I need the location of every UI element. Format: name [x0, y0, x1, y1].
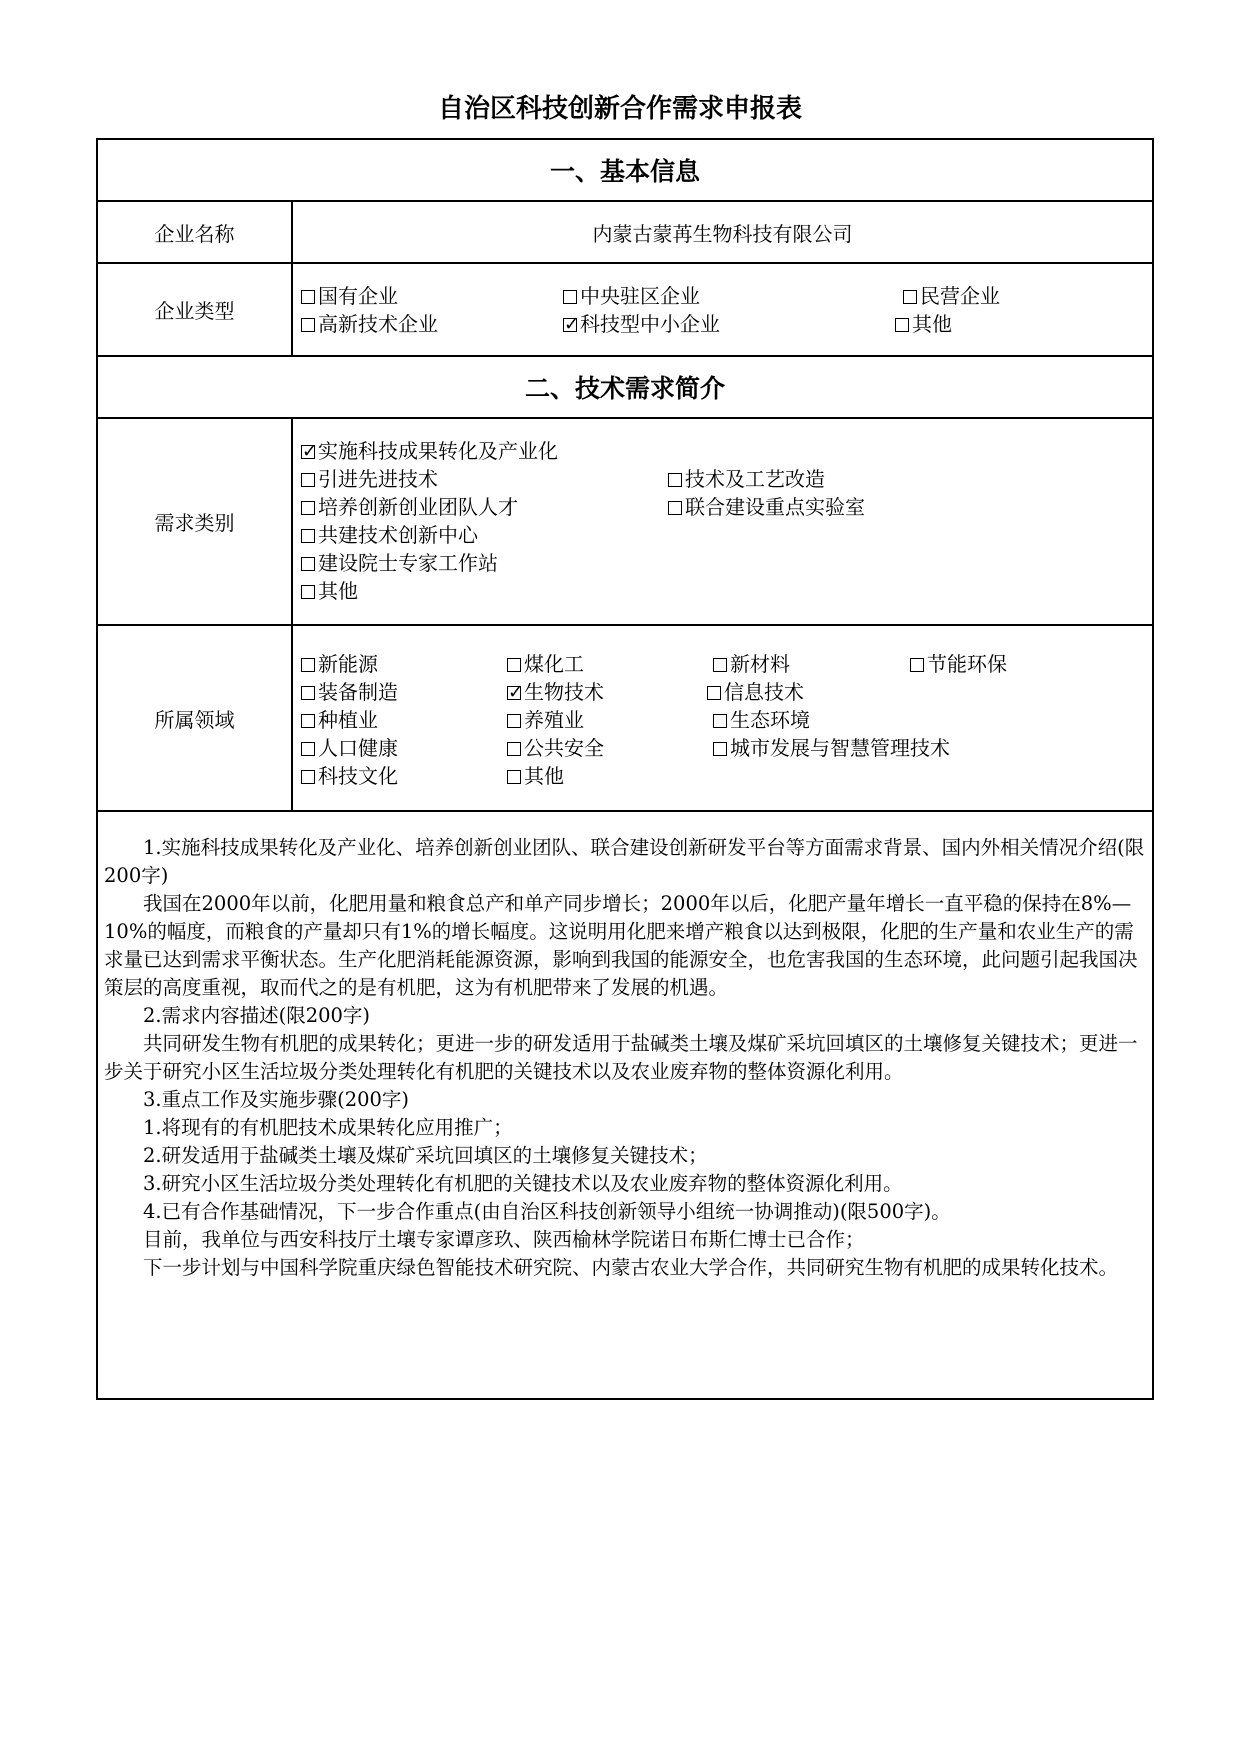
- demand-category-option[interactable]: [301, 577, 358, 605]
- checkbox-icon[interactable]: [507, 770, 521, 784]
- checkbox-icon[interactable]: [668, 501, 682, 515]
- option-label: 节能环保: [927, 652, 1007, 676]
- field-option[interactable]: [507, 734, 604, 762]
- checkbox-icon[interactable]: [301, 742, 315, 756]
- option-label: 人口健康: [318, 736, 398, 760]
- field-option[interactable]: [910, 650, 1007, 678]
- checkbox-icon[interactable]: [507, 658, 521, 672]
- checkbox-icon[interactable]: [707, 686, 721, 700]
- demand-category-options: [293, 419, 1152, 624]
- details-text[interactable]: [104, 834, 1146, 1282]
- field-row: [98, 626, 1152, 812]
- option-label: 城市发展与智慧管理技术: [730, 736, 950, 760]
- field-option[interactable]: [301, 734, 398, 762]
- field-option[interactable]: [507, 706, 584, 734]
- demand-category-option[interactable]: [301, 437, 558, 465]
- checkbox-icon[interactable]: [895, 318, 909, 332]
- checkbox-icon[interactable]: [713, 742, 727, 756]
- checkbox-icon[interactable]: [301, 686, 315, 700]
- company-type-option[interactable]: [563, 282, 700, 310]
- option-label: 实施科技成果转化及产业化: [318, 439, 558, 463]
- checkbox-checked-icon[interactable]: [563, 318, 577, 332]
- checkbox-icon[interactable]: [668, 473, 682, 487]
- option-label: 种植业: [318, 708, 378, 732]
- checkbox-icon[interactable]: [301, 290, 315, 304]
- details-answer: 2.研发适用于盐碱类土壤及煤矿采坑回填区的土壤修复关键技术；: [143, 1144, 708, 1167]
- application-form-table: [96, 138, 1154, 1400]
- field-option[interactable]: [713, 706, 810, 734]
- company-type-option[interactable]: [903, 282, 1000, 310]
- field-option[interactable]: [507, 678, 604, 706]
- company-type-option[interactable]: [563, 310, 720, 338]
- option-label: 公共安全: [524, 736, 604, 760]
- demand-category-label: 需求类别: [98, 419, 293, 624]
- company-name-label: 企业名称: [98, 202, 293, 262]
- option-label: 煤化工: [524, 652, 584, 676]
- option-label: 生物技术: [524, 680, 604, 704]
- section-basic-info-heading: 一、基本信息: [98, 140, 1152, 202]
- details-question: 1.实施科技成果转化及产业化、培养创新创业团队、联合建设创新研发平台等方面需求背景、国内外相关情况介绍(限200字): [104, 836, 1145, 887]
- checkbox-icon[interactable]: [903, 290, 917, 304]
- checkbox-checked-icon[interactable]: [507, 686, 521, 700]
- field-option[interactable]: [301, 762, 398, 790]
- company-type-option[interactable]: [301, 282, 398, 310]
- demand-category-option[interactable]: [301, 549, 498, 577]
- field-options: [293, 626, 1152, 810]
- field-option[interactable]: [713, 734, 950, 762]
- option-label: 科技文化: [318, 764, 398, 788]
- checkbox-icon[interactable]: [507, 742, 521, 756]
- checkbox-icon[interactable]: [301, 770, 315, 784]
- demand-category-option[interactable]: [668, 493, 865, 521]
- company-type-option[interactable]: [895, 310, 952, 338]
- demand-category-option[interactable]: [668, 465, 825, 493]
- checkbox-icon[interactable]: [301, 658, 315, 672]
- option-label: 新材料: [730, 652, 790, 676]
- option-label: 信息技术: [724, 680, 804, 704]
- option-label: 建设院士专家工作站: [318, 551, 498, 575]
- demand-category-row: [98, 419, 1152, 626]
- option-label: 养殖业: [524, 708, 584, 732]
- company-type-options: [293, 264, 1152, 355]
- details-answer: 共同研发生物有机肥的成果转化；更进一步的研发适用于盐碱类土壤及煤矿采坑回填区的土壤修复关键技术；更进一步关于研究小区生活垃圾分类处理转化有机肥的关键技术以及农业废弃物的整体资源化利用。: [104, 1032, 1138, 1083]
- checkbox-icon[interactable]: [301, 501, 315, 515]
- option-label: 中央驻区企业: [580, 284, 700, 308]
- details-question: 2.需求内容描述(限200字): [143, 1004, 371, 1027]
- checkbox-icon[interactable]: [301, 557, 315, 571]
- field-option[interactable]: [301, 678, 398, 706]
- checkbox-icon[interactable]: [301, 585, 315, 599]
- field-option[interactable]: [507, 650, 584, 678]
- checkbox-icon[interactable]: [301, 529, 315, 543]
- details-answer: 我国在2000年以前，化肥用量和粮食总产和单产同步增长；2000年以后，化肥产量年增长一直平稳的保持在8%—10%的幅度，而粮食的产量却只有1%的增长幅度。这说明用化肥来增产粮食以达到极限，化肥的生产量和农业生产的需求量已达到需求平衡状态。生产化肥消耗能源资源，影响到我国的能源安全，也危害我国的生态环境，此问题引起我国决策层的高度重视，取而代之的是有机肥，这为有机肥带来了发展的机遇。: [104, 892, 1138, 999]
- option-label: 共建技术创新中心: [318, 523, 478, 547]
- option-label: 技术及工艺改造: [685, 467, 825, 491]
- company-name-value[interactable]: 内蒙古蒙苒生物科技有限公司: [592, 221, 853, 246]
- option-label: 国有企业: [318, 284, 398, 308]
- field-option[interactable]: [713, 650, 790, 678]
- demand-category-option[interactable]: [301, 521, 478, 549]
- demand-category-option[interactable]: [301, 465, 438, 493]
- option-label: 高新技术企业: [318, 312, 438, 336]
- checkbox-icon[interactable]: [563, 290, 577, 304]
- field-option[interactable]: [707, 678, 804, 706]
- company-name-row: [98, 202, 1152, 264]
- field-option[interactable]: [301, 706, 378, 734]
- document-title: 自治区科技创新合作需求申报表: [437, 94, 802, 124]
- option-label: 其他: [524, 764, 564, 788]
- details-question: 4.已有合作基础情况，下一步合作重点(由自治区科技创新领导小组统一协调推动)(限500字)。: [143, 1200, 951, 1223]
- option-label: 其他: [912, 312, 952, 336]
- field-option[interactable]: [301, 650, 378, 678]
- details-answer: 目前，我单位与西安科技厅土壤专家谭彦玖、陕西榆林学院诺日布斯仁博士已合作；: [143, 1228, 865, 1251]
- option-label: 其他: [318, 579, 358, 603]
- option-label: 装备制造: [318, 680, 398, 704]
- checkbox-icon[interactable]: [713, 714, 727, 728]
- company-type-option[interactable]: [301, 310, 438, 338]
- option-label: 培养创新创业团队人才: [318, 495, 518, 519]
- checkbox-icon[interactable]: [910, 658, 924, 672]
- checkbox-icon[interactable]: [301, 318, 315, 332]
- option-label: 引进先进技术: [318, 467, 438, 491]
- option-label: 民营企业: [920, 284, 1000, 308]
- option-label: 生态环境: [730, 708, 810, 732]
- option-label: 联合建设重点实验室: [685, 495, 865, 519]
- details-answer: 下一步计划与中国科学院重庆绿色智能技术研究院、内蒙古农业大学合作，共同研究生物有机肥的成果转化技术。: [143, 1256, 1119, 1279]
- field-option[interactable]: [507, 762, 564, 790]
- company-type-row: [98, 264, 1152, 357]
- details-cell: [98, 812, 1152, 1398]
- company-type-label: 企业类型: [98, 264, 293, 355]
- checkbox-checked-icon[interactable]: [301, 445, 315, 459]
- option-label: 科技型中小企业: [580, 312, 720, 336]
- details-answer: 3.研究小区生活垃圾分类处理转化有机肥的关键技术以及农业废弃物的整体资源化利用。: [143, 1172, 903, 1195]
- option-label: 新能源: [318, 652, 378, 676]
- field-label: 所属领域: [98, 626, 293, 810]
- details-question: 3.重点工作及实施步骤(200字): [143, 1088, 410, 1111]
- section-tech-demand-heading: 二、技术需求简介: [98, 357, 1152, 419]
- checkbox-icon[interactable]: [301, 714, 315, 728]
- details-answer: 1.将现有的有机肥技术成果转化应用推广；: [143, 1116, 513, 1139]
- checkbox-icon[interactable]: [507, 714, 521, 728]
- checkbox-icon[interactable]: [301, 473, 315, 487]
- demand-category-option[interactable]: [301, 493, 518, 521]
- checkbox-icon[interactable]: [713, 658, 727, 672]
